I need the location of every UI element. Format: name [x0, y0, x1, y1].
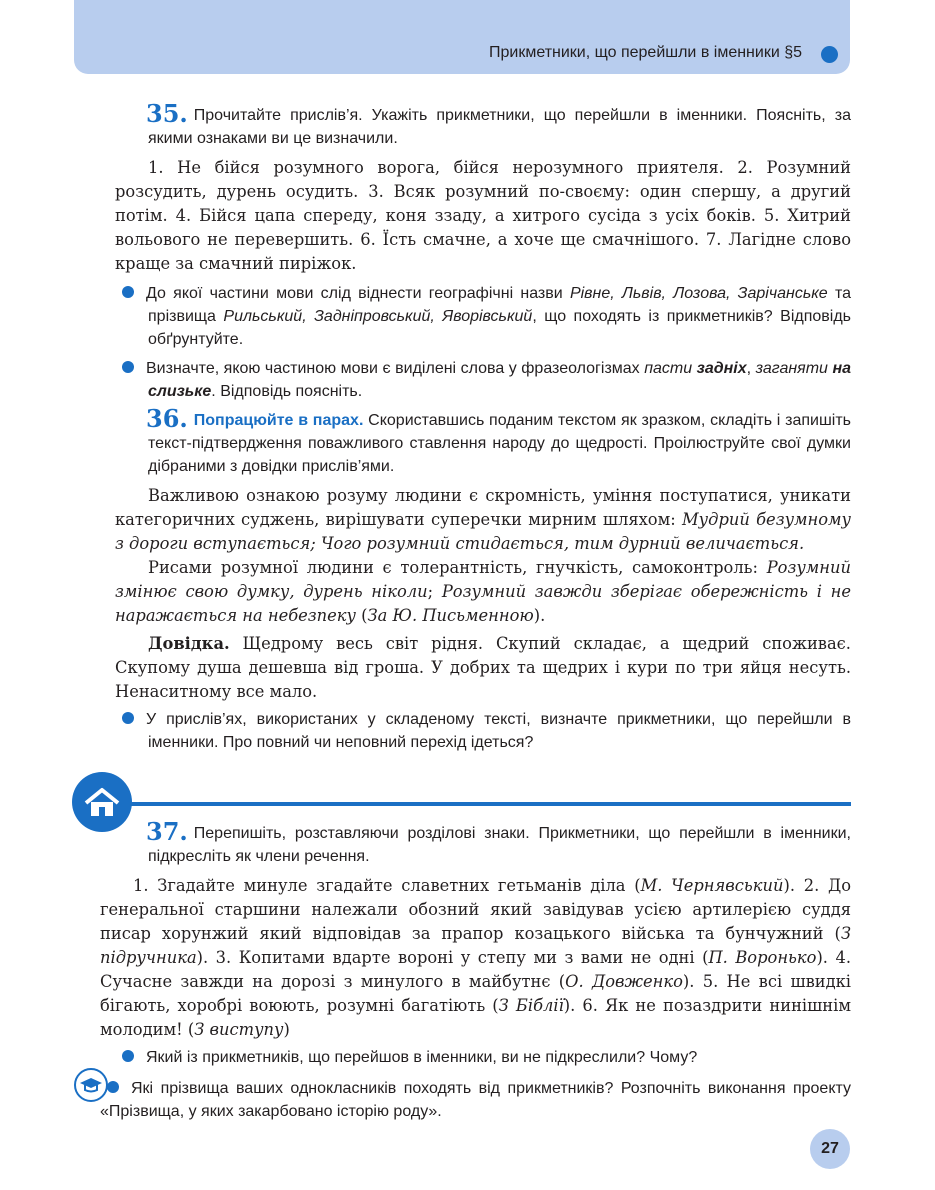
task-text: Перепишіть, розставляючи розділові знаки. Прикметники, що перейшли в іменники, підкресліть як члени речення.: [148, 825, 851, 865]
bold-word: на слизьке: [148, 360, 852, 400]
author: З підручника: [100, 924, 851, 967]
paragraph-text: Важливою ознакою розуму людини є скромність, уміння поступатися, уникати категоричних суджень, вирішувати суперечки мирним шляхом:: [115, 486, 851, 529]
exercise-number: 36.: [146, 404, 188, 433]
exercise-36: [115, 405, 851, 754]
sentence: ). 5. Не всі швидкі бігають, хоробрі воюють, розумні багатіють (: [100, 972, 852, 1015]
question-text: Які прізвища ваших однокласників походять від прикметників? Розпочніть виконання проекту «Прізвища, у яких закарбовано історію роду».: [100, 1080, 851, 1120]
task-text: Прочитайте прислів’я. Укажіть прикметники, що перейшли в іменники. Поясніть, за якими ознаками ви це визначили.: [148, 107, 851, 147]
paragraph-text: Рисами розумної людини є толерантність, гнучкість, самоконтроль:: [148, 558, 759, 577]
page-number: 27: [810, 1129, 850, 1169]
author: З Біблії: [498, 996, 564, 1015]
bullet-icon: [122, 1050, 134, 1062]
exercise-36-task: [115, 405, 851, 478]
author: З виступу: [194, 1020, 284, 1039]
bullet-icon: [122, 361, 134, 373]
header-dot-icon: [821, 46, 838, 63]
task-text: Скориставшись поданим текстом як зразком, складіть і запишіть текст-підтвердження поважливого ставлення народу до щедрості. Проілюструйте свої думки дібраними з довідки прислів’ями.: [148, 412, 852, 475]
sentence: 1. Згадайте минуле згадайте славетних гетьманів діла (: [133, 876, 641, 895]
exercise-35: [115, 100, 851, 403]
sentence: ). 4. Сучасне завжди на дорозі з минулого в майбутнє (: [100, 948, 852, 991]
question-text: До якої частини мови слід віднести географічні назви: [146, 285, 563, 302]
question-bullet: [115, 357, 851, 403]
question-text: Визначте, якою частиною мови є виділені слова у фразеологізмах: [146, 360, 640, 377]
question-text: Який із прикметників, що перейшов в іменники, ви не підкреслили? Чому?: [146, 1049, 698, 1066]
exercise-37-text: [100, 874, 851, 1042]
graduation-cap-glyph: [76, 1070, 106, 1100]
question-text: . Відповідь поясніть.: [211, 383, 363, 400]
exercise-number: 35.: [146, 99, 188, 128]
bullet-icon: [107, 1081, 119, 1093]
question-bullet: [115, 1046, 851, 1069]
page-header: [74, 0, 850, 74]
italic-phrase: пасти: [644, 360, 693, 377]
italic-surnames: Рильський, Задніпровський, Яворівський: [223, 308, 533, 325]
punct: ,: [746, 360, 752, 377]
punct: ).: [533, 606, 546, 625]
italic-proverbs: Мудрий безумному з дороги вступається; Чого розумний стидається, тим дурний величається.: [115, 510, 851, 553]
exercise-35-text: 1. Не бійся розумного ворога, бійся нерозумного приятеля. 2. Розумний розсудить, дурень осудить. 3. Всяк розумний по-своєму: один спершу, а другий потім. 4. Бійся цапа спереду, коня ззаду, а хитрого сусіда з усіх боків. 5. Хитрий вольового не перевершить. 6. Їсть смачне, а хоче ще смачнішого. 7. Лагідне слово краще за смачний пиріжок.: [115, 158, 851, 273]
section-title: Прикметники, що перейшли в іменники §5: [489, 44, 802, 61]
sentence: ). 6. Як не позаздрити нинішнім молодим! (: [100, 996, 851, 1039]
reference-text: Щедрому весь світ рідня. Скупий складає, а щедрий споживає. Скупому душа дешевша від гроша. У добрих та щедрих і кури по три яйця несуть. Ненаситному все мало.: [115, 634, 851, 701]
author: П. Воронько: [708, 948, 817, 967]
question-text: та прізвища: [148, 285, 851, 325]
exercise-35-task: [115, 100, 851, 150]
homework-divider: [128, 802, 851, 806]
question-bullet: [115, 708, 851, 754]
exercise-37-task: [115, 818, 851, 868]
punct: ;: [427, 582, 434, 601]
question-text: У прислів’ях, використаних у складеному тексті, визначте прикметники, що перейшли в іменники. Про повний чи неповний перехід ідеться?: [146, 711, 851, 751]
sentence: ). 3. Копитами вдарте вороні у степу ми з вами не одні (: [196, 948, 709, 967]
graduation-cap-icon: [74, 1068, 108, 1102]
exercise-number: 37.: [146, 817, 188, 846]
sample-paragraph-2: [115, 556, 851, 628]
italic-proverb: Розумний завжди зберігає обережність і не наражається на небезпеку: [115, 582, 851, 625]
pair-work-label: Попрацюйте в парах.: [193, 412, 364, 429]
source: За Ю. Письменною: [367, 606, 534, 625]
question-bullet: [115, 282, 851, 351]
sentence: ): [283, 1020, 290, 1039]
project-bullet: [100, 1077, 851, 1123]
author: М. Чернявський: [640, 876, 784, 895]
author: О. Довженко: [565, 972, 683, 991]
bullet-icon: [122, 712, 134, 724]
bullet-icon: [122, 286, 134, 298]
bold-word: задніх: [696, 360, 747, 377]
italic-proverb: Розумний змінює свою думку, дурень ніколи: [115, 558, 851, 601]
question-text: , що походять із прикметників? Відповідь обґрунтуйте.: [148, 308, 851, 348]
reference-paragraph: [115, 632, 851, 704]
italic-names: Рівне, Львів, Лозова, Зарічанське: [569, 285, 828, 302]
sentence: ). 2. До генеральної старшини належали обозний який завідував усією артилерією суддя писар хорунжий який відповідав за прапор козацького війська та бунчужний (: [100, 876, 852, 943]
punct: (: [361, 606, 368, 625]
exercise-37: [100, 817, 852, 1123]
italic-phrase: заганяти: [755, 360, 828, 377]
sample-paragraph-1: [115, 484, 851, 556]
reference-label: Довідка.: [148, 634, 230, 653]
